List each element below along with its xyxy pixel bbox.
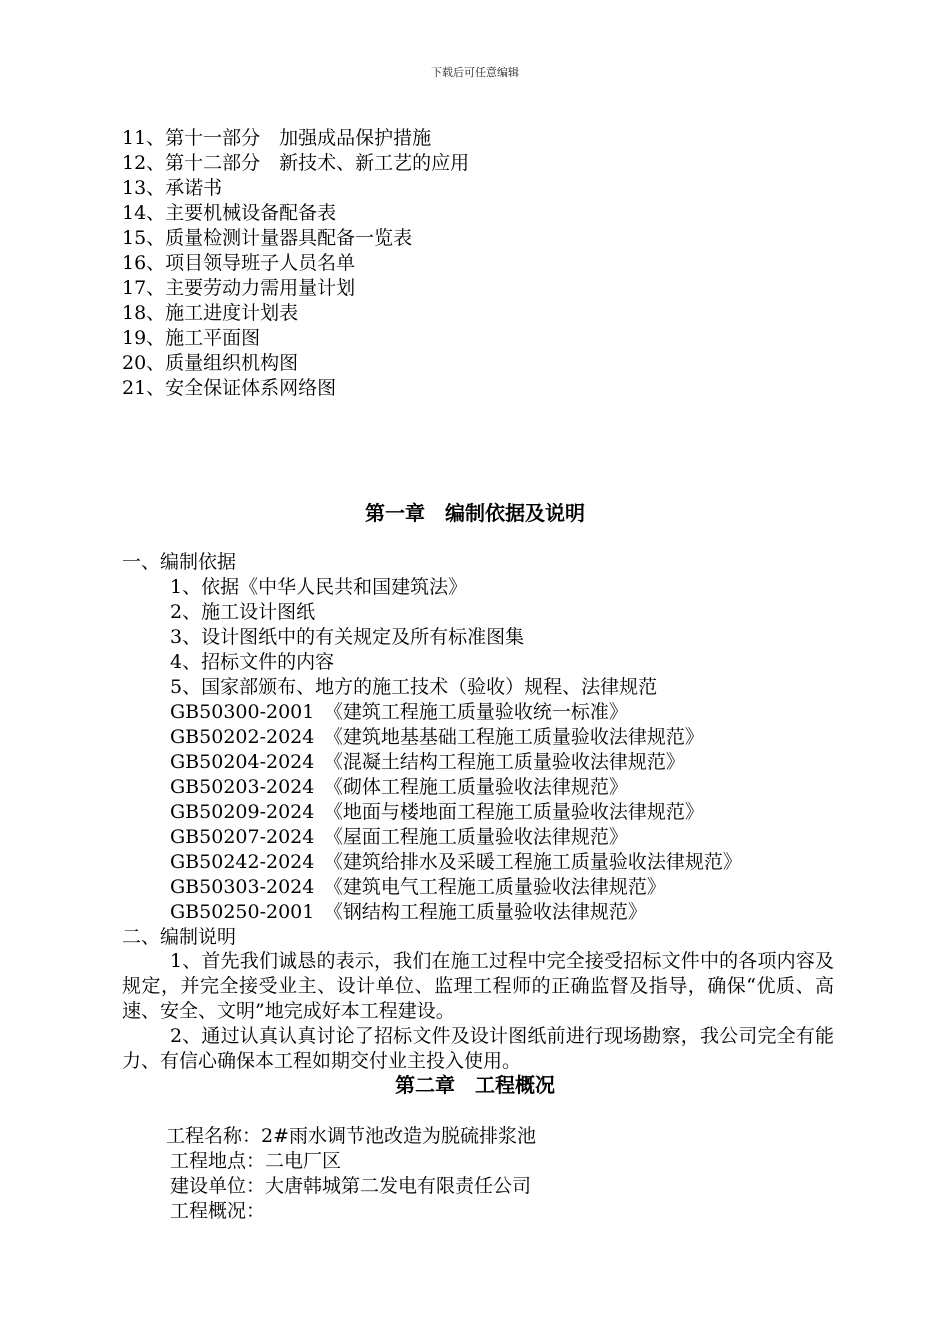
basis-item: 5、国家部颁布、地方的施工技术（验收）规程、法律规范 [170, 676, 658, 698]
toc-item: 17、主要劳动力需用量计划 [122, 277, 356, 299]
standard-item: GB50303-2024 《建筑电气工程施工质量验收法律规范》 [170, 876, 666, 898]
standard-item: GB50207-2024 《屋面工程施工质量验收法律规范》 [170, 826, 628, 848]
project-field: 工程地点：二电厂区 [170, 1150, 342, 1172]
page-header-note: 下载后可任意编辑 [431, 66, 519, 79]
toc-item: 12、第十二部分 新技术、新工艺的应用 [122, 152, 470, 174]
chapter1-title: 第一章 编制依据及说明 [365, 501, 585, 525]
chapter2-title: 第二章 工程概况 [395, 1073, 555, 1097]
basis-heading: 一、编制依据 [122, 551, 237, 573]
toc-item: 19、施工平面图 [122, 327, 261, 349]
basis-item: 4、招标文件的内容 [170, 651, 335, 673]
standard-item: GB50203-2024 《砌体工程施工质量验收法律规范》 [170, 776, 628, 798]
toc-item: 14、主要机械设备配备表 [122, 202, 337, 224]
project-field: 工程概况： [170, 1200, 266, 1222]
explain-heading: 二、编制说明 [122, 926, 237, 948]
explain-paragraph: 2、通过认真认真讨论了招标文件及设计图纸前进行现场勘察，我公司完全有能力、有信心确保本工程如期交付业主投入使用。 [122, 1025, 834, 1072]
standard-item: GB50209-2024 《地面与楼地面工程施工质量验收法律规范》 [170, 801, 704, 823]
standard-item: GB50300-2001 《建筑工程施工质量验收统一标准》 [170, 701, 628, 723]
explain-paragraph: 1、首先我们诚恳的表示，我们在施工过程中完全接受招标文件中的各项内容及规定，并完全接受业主、设计单位、监理工程师的正确监督及指导，确保“优质、高速、安全、文明”地完成好本工程建设。 [122, 950, 834, 1022]
toc-item: 16、项目领导班子人员名单 [122, 252, 356, 274]
standard-item: GB50242-2024 《建筑给排水及采暖工程施工质量验收法律规范》 [170, 851, 742, 873]
toc-item: 11、第十一部分 加强成品保护措施 [122, 127, 432, 149]
toc-item: 21、安全保证体系网络图 [122, 377, 337, 399]
project-field: 工程名称：2#雨水调节池改造为脱硫排浆池 [166, 1125, 537, 1147]
toc-item: 13、承诺书 [122, 177, 223, 199]
project-field: 建设单位：大唐韩城第二发电有限责任公司 [170, 1175, 532, 1197]
toc-item: 15、质量检测计量器具配备一览表 [122, 227, 413, 249]
toc-item: 18、施工进度计划表 [122, 302, 299, 324]
standard-item: GB50250-2001 《钢结构工程施工质量验收法律规范》 [170, 901, 647, 923]
standard-item: GB50202-2024 《建筑地基基础工程施工质量验收法律规范》 [170, 726, 704, 748]
standard-item: GB50204-2024 《混凝土结构工程施工质量验收法律规范》 [170, 751, 685, 773]
toc-item: 20、质量组织机构图 [122, 352, 299, 374]
basis-item: 2、施工设计图纸 [170, 601, 316, 623]
basis-item: 3、设计图纸中的有关规定及所有标准图集 [170, 626, 525, 648]
basis-item: 1、依据《中华人民共和国建筑法》 [170, 576, 468, 598]
